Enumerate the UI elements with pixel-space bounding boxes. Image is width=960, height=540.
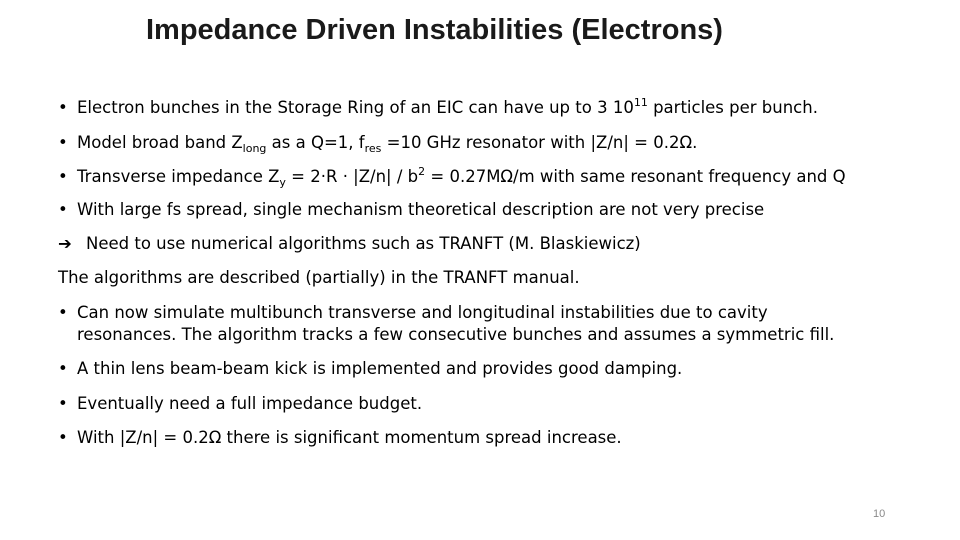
bullet-text: Transverse impedance Z — [77, 167, 280, 186]
bullet-text: Electron bunches in the Storage Ring of an EIC can have up to 3 10 — [77, 98, 634, 117]
arrow-line-tranft — [58, 233, 641, 255]
bullet-icon: • — [58, 359, 68, 378]
bullet-text-end: =10 GHz resonator with |Z/n| = 0.2Ω. — [381, 133, 698, 152]
bullet-multibunch-continued: resonances. The algorithm tracks a few consecutive bunches and assumes a symmetric fill. — [77, 325, 835, 344]
exponent: 11 — [633, 96, 648, 109]
bullet-text: With |Z/n| = 0.2Ω there is significant momentum spread increase. — [77, 428, 622, 447]
bullet-text-end: = 0.27MΩ/m with same resonant frequency and Q — [425, 167, 846, 186]
bullet-icon: • — [58, 167, 68, 186]
right-arrow-icon: ➔ — [58, 234, 72, 253]
plain-line-manual: The algorithms are described (partially) in the TRANFT manual. — [58, 268, 580, 287]
bullet-text: Model broad band Z — [77, 133, 243, 152]
bullet-momentum-spread — [58, 427, 622, 449]
bullet-icon: • — [58, 394, 68, 413]
bullet-text: A thin lens beam-beam kick is implemented and provides good damping. — [77, 359, 683, 378]
exponent: 2 — [418, 165, 426, 178]
bullet-icon: • — [58, 428, 68, 447]
bullet-text-mid: = 2·R · |Z/n| / b — [285, 167, 419, 186]
subscript-res: res — [364, 142, 382, 155]
bullet-text-end: particles per bunch. — [647, 98, 818, 117]
bullet-icon: • — [58, 98, 68, 117]
arrow-line-text: Need to use numerical algorithms such as TRANFT (M. Blaskiewicz) — [86, 234, 641, 253]
subscript-long: long — [242, 142, 267, 155]
bullet-fs-spread — [58, 199, 764, 221]
bullet-text-mid: as a Q=1, f — [266, 133, 365, 152]
subscript-y: y — [279, 176, 286, 189]
bullet-text: Can now simulate multibunch transverse and longitudinal instabilities due to cavity — [77, 303, 768, 322]
bullet-electron-bunches — [58, 97, 818, 119]
bullet-icon: • — [58, 303, 68, 322]
bullet-broadband-model — [58, 132, 697, 154]
bullet-multibunch — [58, 302, 768, 324]
bullet-transverse-impedance — [58, 166, 846, 188]
bullet-text: With large fs spread, single mechanism theoretical description are not very precise — [77, 200, 765, 219]
slide-title: Impedance Driven Instabilities (Electrons) — [146, 14, 723, 46]
page-number: 10 — [873, 508, 886, 520]
bullet-impedance-budget — [58, 393, 422, 415]
bullet-beam-beam-kick — [58, 358, 682, 380]
bullet-icon: • — [58, 200, 68, 219]
bullet-icon: • — [58, 133, 68, 152]
bullet-text: Eventually need a full impedance budget. — [77, 394, 423, 413]
